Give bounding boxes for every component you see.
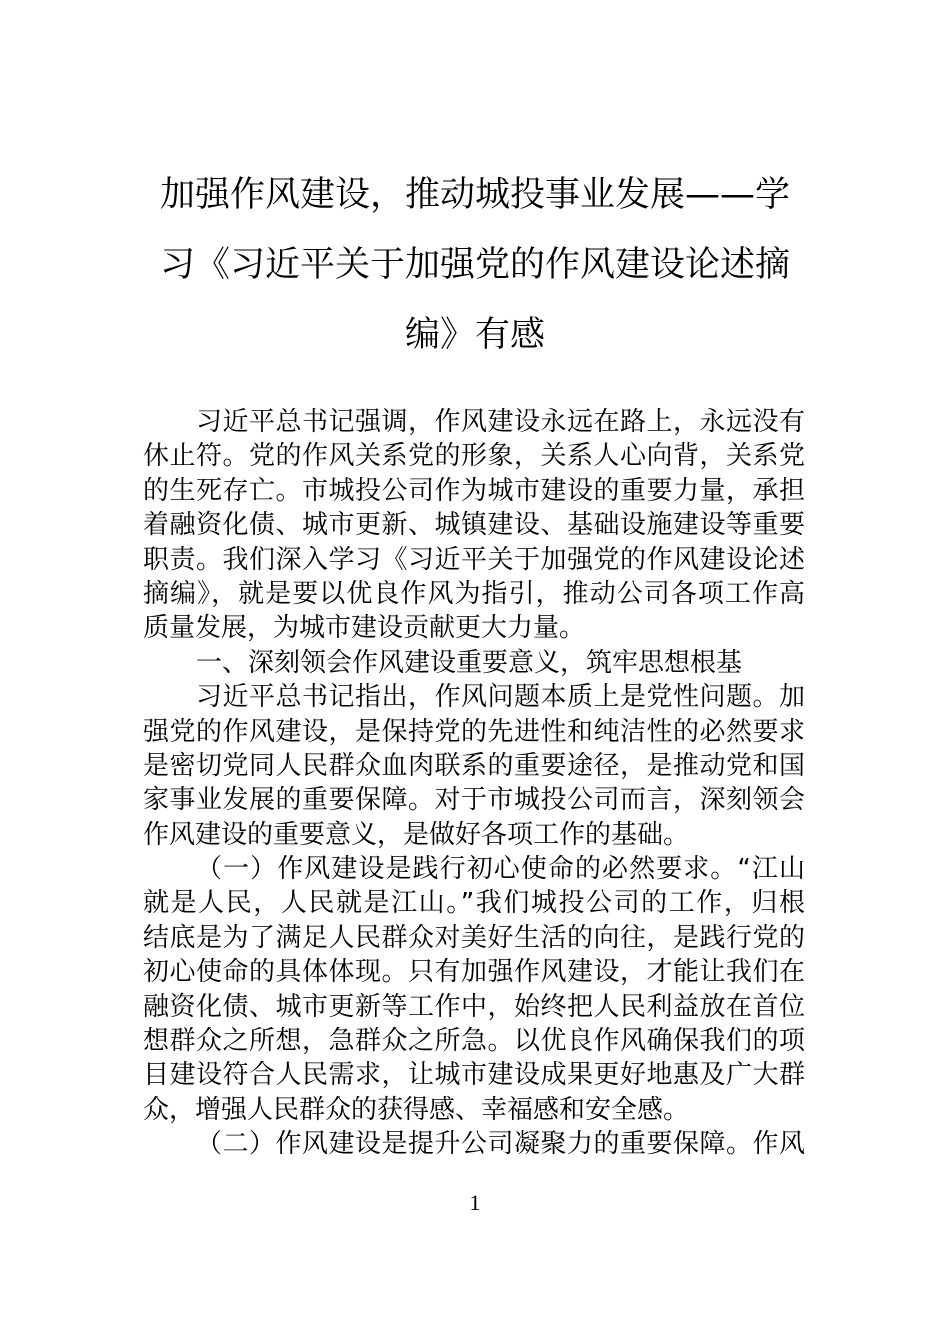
text-line: 就是人民，人民就是江山。”我们城投公司的工作，归根 (143, 888, 805, 919)
text-line: 质量发展，为城市建设贡献更大力量。 (143, 613, 586, 644)
text-line: （二）作风建设是提升公司凝聚力的重要保障。作风 (196, 1129, 805, 1160)
text-line: 目建设符合人民需求，让城市建设成果更好地惠及广大群 (143, 1060, 805, 1091)
paragraph (143, 1127, 805, 1161)
text-line: 职责。我们深入学习《习近平关于加强党的作风建设论述 (143, 544, 805, 575)
text-line: 强党的作风建设，是保持党的先进性和纯洁性的必然要求 (143, 716, 805, 747)
text-line: 初心使命的具体体现。只有加强作风建设，才能让我们在 (143, 957, 805, 988)
title-line: 编》有感 (404, 315, 545, 355)
page-number: 1 (469, 1190, 481, 1215)
text-line: 习近平总书记强调，作风建设永远在路上，永远没有 (196, 407, 805, 437)
document-body (143, 405, 805, 1162)
text-line: 休止符。党的作风关系党的形象，关系人心向背，关系党 (143, 441, 805, 472)
text-line: 结底是为了满足人民群众对美好生活的向往，是践行党的 (143, 922, 805, 953)
text-line: 摘编》，就是要以优良作风为指引，推动公司各项工作高 (143, 578, 805, 609)
text-line: 习近平总书记指出，作风问题本质上是党性问题。加 (196, 682, 805, 713)
text-line: 融资化债、城市更新等工作中，始终把人民利益放在首位 (143, 991, 805, 1022)
text-line: 作风建设的重要意义，是做好各项工作的基础。 (143, 819, 690, 850)
document-title (140, 168, 810, 378)
section-heading (143, 646, 805, 680)
paragraph (143, 405, 805, 646)
text-line: 家事业发展的重要保障。对于市城投公司而言，深刻领会 (143, 785, 805, 816)
title-line: 习《习近平关于加强党的作风建设论述摘 (159, 245, 790, 285)
text-line: 着融资化债、城市更新、城镇建设、基础设施建设等重要 (143, 510, 805, 541)
text-line: 是密切党同人民群众血肉联系的重要途径，是推动党和国 (143, 750, 805, 781)
text-line: 的生死存亡。市城投公司作为城市建设的重要力量，承担 (143, 475, 805, 506)
text-line: 一、深刻领会作风建设重要意义，筑牢思想根基 (196, 647, 743, 678)
text-line: 想群众之所想，急群众之所急。以优良作风确保我们的项 (143, 1026, 805, 1057)
text-line: 众，增强人民群众的获得感、幸福感和安全感。 (143, 1094, 690, 1125)
paragraph (143, 680, 805, 852)
title-line: 加强作风建设，推动城投事业发展——学 (159, 175, 790, 215)
paragraph (143, 852, 805, 1127)
text-line: （一）作风建设是践行初心使命的必然要求。“江山 (196, 854, 805, 885)
